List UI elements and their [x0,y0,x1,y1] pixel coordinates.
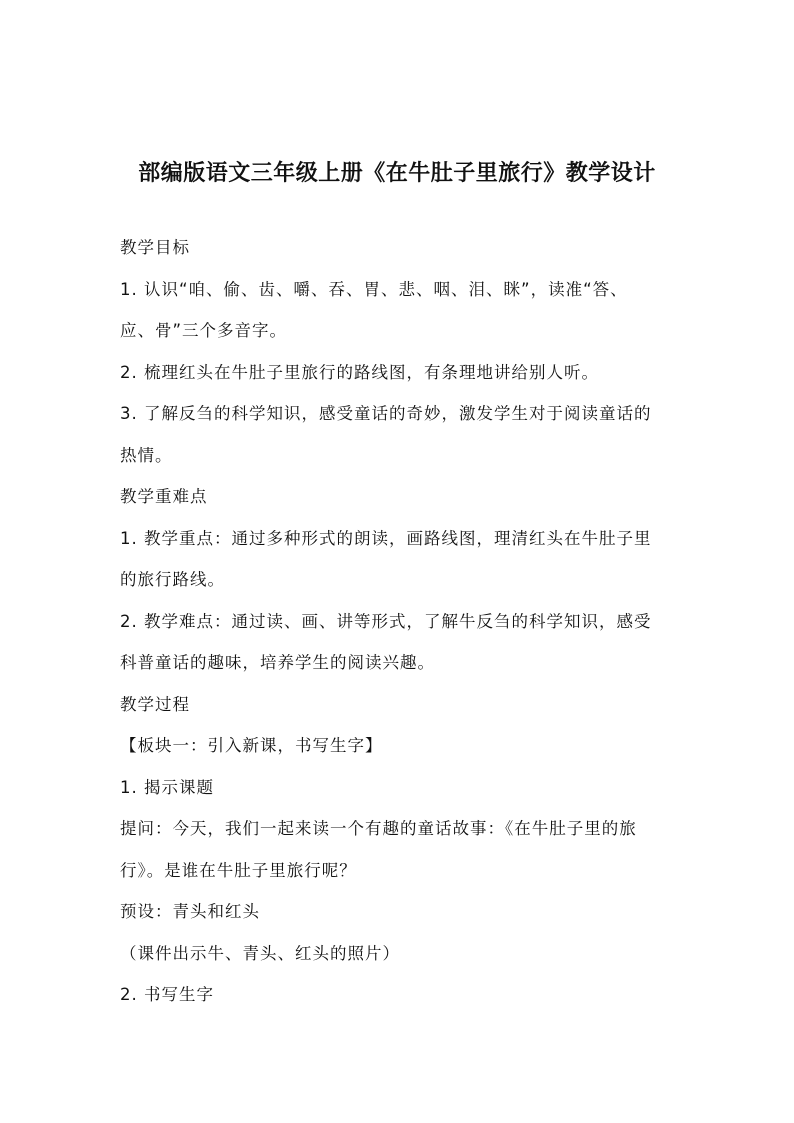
step-1-heading: 1. 揭示课题 [120,777,214,797]
question-line-1: 提问：今天，我们一起来读一个有趣的童话故事：《在牛肚子里的旅 [120,819,637,838]
question-line-2: 行》。是谁在牛肚子里旅行呢？ [120,860,357,880]
key-point-2-line-2: 科普童话的趣味，培养学生的阅读兴趣。 [120,653,435,672]
preset-answer: 预设：青头和红头 [120,902,260,921]
objective-3-line-2: 热情。 [120,445,173,465]
key-point-2-line-1: 2. 教学难点：通过读、画、讲等形式，了解牛反刍的科学知识，感受 [120,611,652,631]
section-heading-process: 教学过程 [120,694,190,714]
section-heading-key-points: 教学重难点 [120,487,208,506]
step-2-heading: 2. 书写生字 [120,985,214,1004]
section-heading-objectives: 教学目标 [120,238,190,257]
key-point-1-line-2: 的旅行路线。 [120,570,225,589]
objective-3-line-1: 3. 了解反刍的科学知识，感受童话的奇妙，激发学生对于阅读童话的 [120,404,652,423]
courseware-note: （课件出示牛、青头、红头的照片） [120,943,400,963]
block-one-heading: 【板块一：引入新课，书写生字】 [120,736,383,755]
objective-1-line-1: 1. 认识“咱、偷、齿、嚼、吞、胃、悲、咽、泪、眯”，读准“答、 [120,279,628,299]
document-body [120,232,690,1021]
objective-1-line-2: 应、骨”三个多音字。 [120,321,288,340]
key-point-1-line-1: 1. 教学重点：通过多种形式的朗读，画路线图，理清红头在牛肚子里 [120,528,652,548]
objective-2: 2. 梳理红头在牛肚子里旅行的路线图，有条理地讲给别人听。 [120,362,599,382]
document-title: 部编版语文三年级上册《在牛肚子里旅行》教学设计 [138,161,656,186]
